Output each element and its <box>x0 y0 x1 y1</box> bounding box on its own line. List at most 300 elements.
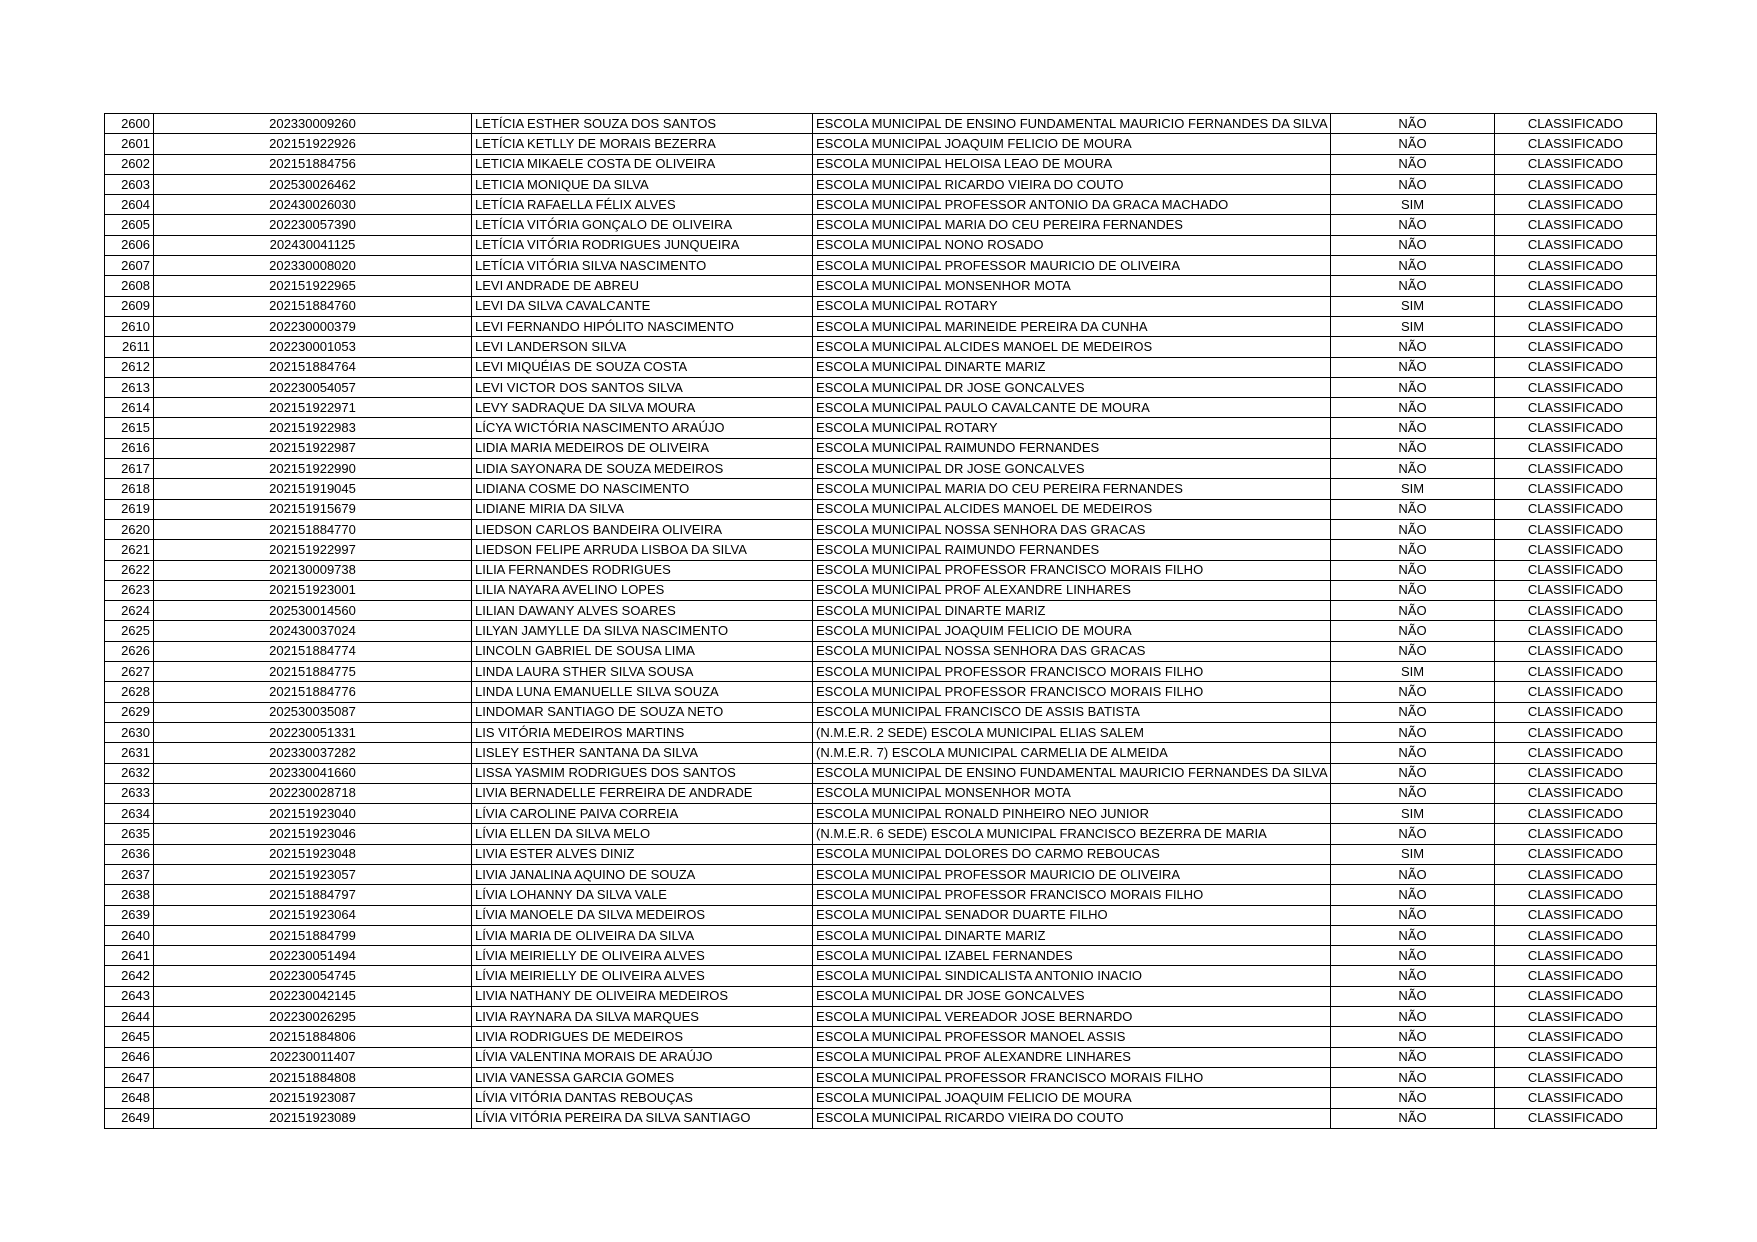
school-name-cell: ESCOLA MUNICIPAL PAULO CAVALCANTE DE MOURA <box>813 398 1331 418</box>
status-cell: CLASSIFICADO <box>1495 1067 1657 1087</box>
special-needs-flag-cell: NÃO <box>1331 154 1495 174</box>
registration-number-cell: 202530035087 <box>154 702 472 722</box>
special-needs-flag-cell: NÃO <box>1331 986 1495 1006</box>
school-name-cell: ESCOLA MUNICIPAL PROFESSOR MAURICIO DE OLIVEIRA <box>813 256 1331 276</box>
registration-number-cell: 202330041660 <box>154 763 472 783</box>
table-row <box>105 134 1657 154</box>
special-needs-flag-cell: NÃO <box>1331 1027 1495 1047</box>
registration-number-cell: 202151884756 <box>154 154 472 174</box>
school-name-cell: ESCOLA MUNICIPAL DR JOSE GONCALVES <box>813 459 1331 479</box>
row-number-cell: 2621 <box>105 540 154 560</box>
row-number-cell: 2610 <box>105 316 154 336</box>
row-number-cell: 2609 <box>105 296 154 316</box>
school-name-cell: ESCOLA MUNICIPAL NOSSA SENHORA DAS GRACAS <box>813 519 1331 539</box>
registration-number-cell: 202151922997 <box>154 540 472 560</box>
special-needs-flag-cell: NÃO <box>1331 682 1495 702</box>
special-needs-flag-cell: NÃO <box>1331 519 1495 539</box>
table-row <box>105 235 1657 255</box>
table-row <box>105 296 1657 316</box>
row-number-cell: 2605 <box>105 215 154 235</box>
special-needs-flag-cell: NÃO <box>1331 357 1495 377</box>
row-number-cell: 2646 <box>105 1047 154 1067</box>
status-cell: CLASSIFICADO <box>1495 398 1657 418</box>
table-row <box>105 1067 1657 1087</box>
row-number-cell: 2643 <box>105 986 154 1006</box>
school-name-cell: ESCOLA MUNICIPAL JOAQUIM FELICIO DE MOURA <box>813 134 1331 154</box>
candidate-name-cell: LIDIANE MIRIA DA SILVA <box>472 499 813 519</box>
registration-number-cell: 202151884808 <box>154 1067 472 1087</box>
registration-number-cell: 202130009738 <box>154 560 472 580</box>
registration-number-cell: 202151884764 <box>154 357 472 377</box>
registration-number-cell: 202151884774 <box>154 641 472 661</box>
row-number-cell: 2626 <box>105 641 154 661</box>
school-name-cell: ESCOLA MUNICIPAL ALCIDES MANOEL DE MEDEIROS <box>813 337 1331 357</box>
status-cell: CLASSIFICADO <box>1495 337 1657 357</box>
school-name-cell: ESCOLA MUNICIPAL HELOISA LEAO DE MOURA <box>813 154 1331 174</box>
registration-number-cell: 202430026030 <box>154 195 472 215</box>
table-row <box>105 337 1657 357</box>
special-needs-flag-cell: SIM <box>1331 479 1495 499</box>
school-name-cell: ESCOLA MUNICIPAL ROTARY <box>813 296 1331 316</box>
special-needs-flag-cell: NÃO <box>1331 1067 1495 1087</box>
candidate-name-cell: LETÍCIA RAFAELLA FÉLIX ALVES <box>472 195 813 215</box>
special-needs-flag-cell: NÃO <box>1331 864 1495 884</box>
special-needs-flag-cell: NÃO <box>1331 377 1495 397</box>
row-number-cell: 2603 <box>105 174 154 194</box>
table-row <box>105 641 1657 661</box>
row-number-cell: 2617 <box>105 459 154 479</box>
status-cell: CLASSIFICADO <box>1495 459 1657 479</box>
registration-number-cell: 202230051494 <box>154 946 472 966</box>
school-name-cell: ESCOLA MUNICIPAL FRANCISCO DE ASSIS BATISTA <box>813 702 1331 722</box>
candidate-name-cell: LETÍCIA VITÓRIA SILVA NASCIMENTO <box>472 256 813 276</box>
registration-number-cell: 202151922971 <box>154 398 472 418</box>
special-needs-flag-cell: NÃO <box>1331 418 1495 438</box>
table-row <box>105 1027 1657 1047</box>
row-number-cell: 2644 <box>105 1007 154 1027</box>
candidate-name-cell: LIDIA SAYONARA DE SOUZA MEDEIROS <box>472 459 813 479</box>
special-needs-flag-cell: NÃO <box>1331 1108 1495 1128</box>
table-row <box>105 763 1657 783</box>
special-needs-flag-cell: NÃO <box>1331 560 1495 580</box>
status-cell: CLASSIFICADO <box>1495 621 1657 641</box>
special-needs-flag-cell: NÃO <box>1331 1007 1495 1027</box>
candidate-name-cell: LIVIA NATHANY DE OLIVEIRA MEDEIROS <box>472 986 813 1006</box>
row-number-cell: 2629 <box>105 702 154 722</box>
table-row <box>105 601 1657 621</box>
row-number-cell: 2601 <box>105 134 154 154</box>
row-number-cell: 2606 <box>105 235 154 255</box>
school-name-cell: ESCOLA MUNICIPAL DE ENSINO FUNDAMENTAL MAURICIO FERNANDES DA SILVA <box>813 763 1331 783</box>
table-row <box>105 844 1657 864</box>
special-needs-flag-cell: NÃO <box>1331 540 1495 560</box>
status-cell: CLASSIFICADO <box>1495 438 1657 458</box>
candidate-name-cell: LÍVIA MEIRIELLY DE OLIVEIRA ALVES <box>472 946 813 966</box>
row-number-cell: 2649 <box>105 1108 154 1128</box>
table-row <box>105 986 1657 1006</box>
special-needs-flag-cell: NÃO <box>1331 824 1495 844</box>
special-needs-flag-cell: NÃO <box>1331 641 1495 661</box>
candidate-name-cell: LEVI DA SILVA CAVALCANTE <box>472 296 813 316</box>
row-number-cell: 2604 <box>105 195 154 215</box>
special-needs-flag-cell: NÃO <box>1331 438 1495 458</box>
candidate-name-cell: LILYAN JAMYLLE DA SILVA NASCIMENTO <box>472 621 813 641</box>
status-cell: CLASSIFICADO <box>1495 276 1657 296</box>
table-row <box>105 398 1657 418</box>
registration-number-cell: 202230001053 <box>154 337 472 357</box>
candidate-name-cell: LINCOLN GABRIEL DE SOUSA LIMA <box>472 641 813 661</box>
registration-number-cell: 202151923087 <box>154 1088 472 1108</box>
candidate-name-cell: LINDOMAR SANTIAGO DE SOUZA NETO <box>472 702 813 722</box>
school-name-cell: ESCOLA MUNICIPAL PROF ALEXANDRE LINHARES <box>813 1047 1331 1067</box>
table-row <box>105 1007 1657 1027</box>
candidate-name-cell: LIS VITÓRIA MEDEIROS MARTINS <box>472 722 813 742</box>
status-cell: CLASSIFICADO <box>1495 256 1657 276</box>
special-needs-flag-cell: NÃO <box>1331 134 1495 154</box>
registration-number-cell: 202430041125 <box>154 235 472 255</box>
table-body <box>105 114 1657 1129</box>
school-name-cell: ESCOLA MUNICIPAL DINARTE MARIZ <box>813 925 1331 945</box>
candidate-name-cell: LÍCYA WICTÓRIA NASCIMENTO ARAÚJO <box>472 418 813 438</box>
registration-number-cell: 202151923089 <box>154 1108 472 1128</box>
status-cell: CLASSIFICADO <box>1495 804 1657 824</box>
registration-number-cell: 202530014560 <box>154 601 472 621</box>
row-number-cell: 2614 <box>105 398 154 418</box>
row-number-cell: 2628 <box>105 682 154 702</box>
candidate-name-cell: LIVIA BERNADELLE FERREIRA DE ANDRADE <box>472 783 813 803</box>
status-cell: CLASSIFICADO <box>1495 540 1657 560</box>
candidate-name-cell: LIVIA VANESSA GARCIA GOMES <box>472 1067 813 1087</box>
special-needs-flag-cell: NÃO <box>1331 702 1495 722</box>
candidate-name-cell: LÍVIA VITÓRIA PEREIRA DA SILVA SANTIAGO <box>472 1108 813 1128</box>
row-number-cell: 2635 <box>105 824 154 844</box>
special-needs-flag-cell: SIM <box>1331 195 1495 215</box>
registration-number-cell: 202151922983 <box>154 418 472 438</box>
status-cell: CLASSIFICADO <box>1495 743 1657 763</box>
table-row <box>105 1047 1657 1067</box>
table-row <box>105 864 1657 884</box>
status-cell: CLASSIFICADO <box>1495 783 1657 803</box>
table-row <box>105 276 1657 296</box>
registration-number-cell: 202151922990 <box>154 459 472 479</box>
table-row <box>105 580 1657 600</box>
table-row <box>105 824 1657 844</box>
table-row <box>105 459 1657 479</box>
candidate-name-cell: LÍVIA VITÓRIA DANTAS REBOUÇAS <box>472 1088 813 1108</box>
row-number-cell: 2616 <box>105 438 154 458</box>
registration-number-cell: 202151923001 <box>154 580 472 600</box>
status-cell: CLASSIFICADO <box>1495 601 1657 621</box>
candidate-name-cell: LEVI MIQUÉIAS DE SOUZA COSTA <box>472 357 813 377</box>
status-cell: CLASSIFICADO <box>1495 722 1657 742</box>
status-cell: CLASSIFICADO <box>1495 215 1657 235</box>
school-name-cell: ESCOLA MUNICIPAL NOSSA SENHORA DAS GRACAS <box>813 641 1331 661</box>
school-name-cell: ESCOLA MUNICIPAL MONSENHOR MOTA <box>813 783 1331 803</box>
school-name-cell: (N.M.E.R. 7) ESCOLA MUNICIPAL CARMELIA DE ALMEIDA <box>813 743 1331 763</box>
status-cell: CLASSIFICADO <box>1495 377 1657 397</box>
candidate-name-cell: LETÍCIA ESTHER SOUZA DOS SANTOS <box>472 114 813 134</box>
row-number-cell: 2638 <box>105 885 154 905</box>
school-name-cell: ESCOLA MUNICIPAL DR JOSE GONCALVES <box>813 377 1331 397</box>
special-needs-flag-cell: SIM <box>1331 804 1495 824</box>
special-needs-flag-cell: NÃO <box>1331 499 1495 519</box>
special-needs-flag-cell: NÃO <box>1331 885 1495 905</box>
row-number-cell: 2648 <box>105 1088 154 1108</box>
registration-number-cell: 202151915679 <box>154 499 472 519</box>
school-name-cell: ESCOLA MUNICIPAL DINARTE MARIZ <box>813 601 1331 621</box>
special-needs-flag-cell: NÃO <box>1331 783 1495 803</box>
school-name-cell: ESCOLA MUNICIPAL SINDICALISTA ANTONIO INACIO <box>813 966 1331 986</box>
candidate-name-cell: LIEDSON CARLOS BANDEIRA OLIVEIRA <box>472 519 813 539</box>
registration-number-cell: 202230051331 <box>154 722 472 742</box>
row-number-cell: 2619 <box>105 499 154 519</box>
status-cell: CLASSIFICADO <box>1495 1047 1657 1067</box>
special-needs-flag-cell: NÃO <box>1331 722 1495 742</box>
status-cell: CLASSIFICADO <box>1495 357 1657 377</box>
row-number-cell: 2607 <box>105 256 154 276</box>
row-number-cell: 2625 <box>105 621 154 641</box>
school-name-cell: (N.M.E.R. 6 SEDE) ESCOLA MUNICIPAL FRANCISCO BEZERRA DE MARIA <box>813 824 1331 844</box>
registration-number-cell: 202151922987 <box>154 438 472 458</box>
school-name-cell: ESCOLA MUNICIPAL JOAQUIM FELICIO DE MOURA <box>813 1088 1331 1108</box>
special-needs-flag-cell: SIM <box>1331 316 1495 336</box>
registration-number-cell: 202230042145 <box>154 986 472 1006</box>
row-number-cell: 2640 <box>105 925 154 945</box>
status-cell: CLASSIFICADO <box>1495 1027 1657 1047</box>
special-needs-flag-cell: NÃO <box>1331 1047 1495 1067</box>
candidate-name-cell: LETICIA MONIQUE DA SILVA <box>472 174 813 194</box>
table-row <box>105 377 1657 397</box>
special-needs-flag-cell: NÃO <box>1331 398 1495 418</box>
status-cell: CLASSIFICADO <box>1495 296 1657 316</box>
special-needs-flag-cell: NÃO <box>1331 621 1495 641</box>
school-name-cell: ESCOLA MUNICIPAL DE ENSINO FUNDAMENTAL MAURICIO FERNANDES DA SILVA <box>813 114 1331 134</box>
table-row <box>105 438 1657 458</box>
registration-number-cell: 202151923064 <box>154 905 472 925</box>
status-cell: CLASSIFICADO <box>1495 925 1657 945</box>
special-needs-flag-cell: SIM <box>1331 296 1495 316</box>
table-row <box>105 966 1657 986</box>
row-number-cell: 2615 <box>105 418 154 438</box>
special-needs-flag-cell: NÃO <box>1331 601 1495 621</box>
row-number-cell: 2630 <box>105 722 154 742</box>
candidate-name-cell: LÍVIA MEIRIELLY DE OLIVEIRA ALVES <box>472 966 813 986</box>
status-cell: CLASSIFICADO <box>1495 966 1657 986</box>
status-cell: CLASSIFICADO <box>1495 479 1657 499</box>
special-needs-flag-cell: NÃO <box>1331 763 1495 783</box>
status-cell: CLASSIFICADO <box>1495 580 1657 600</box>
row-number-cell: 2634 <box>105 804 154 824</box>
candidate-name-cell: LETÍCIA KETLLY DE MORAIS BEZERRA <box>472 134 813 154</box>
registration-number-cell: 202330037282 <box>154 743 472 763</box>
registration-number-cell: 202230057390 <box>154 215 472 235</box>
table-row <box>105 174 1657 194</box>
table-row <box>105 519 1657 539</box>
row-number-cell: 2608 <box>105 276 154 296</box>
row-number-cell: 2642 <box>105 966 154 986</box>
table-row <box>105 925 1657 945</box>
candidate-name-cell: LILIA FERNANDES RODRIGUES <box>472 560 813 580</box>
registration-number-cell: 202230054745 <box>154 966 472 986</box>
registration-number-cell: 202151884775 <box>154 662 472 682</box>
candidate-name-cell: LIDIA MARIA MEDEIROS DE OLIVEIRA <box>472 438 813 458</box>
school-name-cell: ESCOLA MUNICIPAL IZABEL FERNANDES <box>813 946 1331 966</box>
school-name-cell: ESCOLA MUNICIPAL PROF ALEXANDRE LINHARES <box>813 580 1331 600</box>
registration-number-cell: 202230026295 <box>154 1007 472 1027</box>
registration-number-cell: 202151884806 <box>154 1027 472 1047</box>
special-needs-flag-cell: NÃO <box>1331 174 1495 194</box>
row-number-cell: 2627 <box>105 662 154 682</box>
table-row <box>105 195 1657 215</box>
school-name-cell: ESCOLA MUNICIPAL JOAQUIM FELICIO DE MOURA <box>813 621 1331 641</box>
status-cell: CLASSIFICADO <box>1495 885 1657 905</box>
school-name-cell: ESCOLA MUNICIPAL RICARDO VIEIRA DO COUTO <box>813 174 1331 194</box>
candidate-name-cell: LIDIANA COSME DO NASCIMENTO <box>472 479 813 499</box>
table-row <box>105 479 1657 499</box>
row-number-cell: 2637 <box>105 864 154 884</box>
school-name-cell: ESCOLA MUNICIPAL PROFESSOR ANTONIO DA GRACA MACHADO <box>813 195 1331 215</box>
candidate-name-cell: LIVIA JANALINA AQUINO DE SOUZA <box>472 864 813 884</box>
row-number-cell: 2622 <box>105 560 154 580</box>
status-cell: CLASSIFICADO <box>1495 519 1657 539</box>
row-number-cell: 2602 <box>105 154 154 174</box>
status-cell: CLASSIFICADO <box>1495 1007 1657 1027</box>
status-cell: CLASSIFICADO <box>1495 154 1657 174</box>
table-row <box>105 154 1657 174</box>
status-cell: CLASSIFICADO <box>1495 946 1657 966</box>
registration-number-cell: 202151923048 <box>154 844 472 864</box>
table-row <box>105 722 1657 742</box>
candidate-name-cell: LÍVIA VALENTINA MORAIS DE ARAÚJO <box>472 1047 813 1067</box>
row-number-cell: 2612 <box>105 357 154 377</box>
registration-number-cell: 202230054057 <box>154 377 472 397</box>
table-row <box>105 662 1657 682</box>
candidate-name-cell: LIEDSON FELIPE ARRUDA LISBOA DA SILVA <box>472 540 813 560</box>
special-needs-flag-cell: SIM <box>1331 662 1495 682</box>
status-cell: CLASSIFICADO <box>1495 824 1657 844</box>
registration-number-cell: 202151884776 <box>154 682 472 702</box>
table-row <box>105 215 1657 235</box>
table-row <box>105 418 1657 438</box>
registration-number-cell: 202151884799 <box>154 925 472 945</box>
candidate-name-cell: LILIAN DAWANY ALVES SOARES <box>472 601 813 621</box>
row-number-cell: 2641 <box>105 946 154 966</box>
school-name-cell: ESCOLA MUNICIPAL PROFESSOR FRANCISCO MORAIS FILHO <box>813 560 1331 580</box>
special-needs-flag-cell: NÃO <box>1331 580 1495 600</box>
registration-number-cell: 202151923046 <box>154 824 472 844</box>
row-number-cell: 2647 <box>105 1067 154 1087</box>
special-needs-flag-cell: NÃO <box>1331 337 1495 357</box>
special-needs-flag-cell: NÃO <box>1331 946 1495 966</box>
school-name-cell: ESCOLA MUNICIPAL MARIA DO CEU PEREIRA FERNANDES <box>813 479 1331 499</box>
school-name-cell: ESCOLA MUNICIPAL NONO ROSADO <box>813 235 1331 255</box>
candidate-name-cell: LEVI FERNANDO HIPÓLITO NASCIMENTO <box>472 316 813 336</box>
table-row <box>105 783 1657 803</box>
school-name-cell: ESCOLA MUNICIPAL DINARTE MARIZ <box>813 357 1331 377</box>
status-cell: CLASSIFICADO <box>1495 1108 1657 1128</box>
status-cell: CLASSIFICADO <box>1495 560 1657 580</box>
row-number-cell: 2620 <box>105 519 154 539</box>
special-needs-flag-cell: NÃO <box>1331 1088 1495 1108</box>
status-cell: CLASSIFICADO <box>1495 316 1657 336</box>
status-cell: CLASSIFICADO <box>1495 662 1657 682</box>
school-name-cell: ESCOLA MUNICIPAL PROFESSOR FRANCISCO MORAIS FILHO <box>813 885 1331 905</box>
table-row <box>105 804 1657 824</box>
school-name-cell: ESCOLA MUNICIPAL MONSENHOR MOTA <box>813 276 1331 296</box>
registration-number-cell: 202230011407 <box>154 1047 472 1067</box>
row-number-cell: 2611 <box>105 337 154 357</box>
registration-number-cell: 202330009260 <box>154 114 472 134</box>
candidate-name-cell: LEVI LANDERSON SILVA <box>472 337 813 357</box>
status-cell: CLASSIFICADO <box>1495 864 1657 884</box>
registration-number-cell: 202151922926 <box>154 134 472 154</box>
candidate-name-cell: LÍVIA CAROLINE PAIVA CORREIA <box>472 804 813 824</box>
row-number-cell: 2639 <box>105 905 154 925</box>
special-needs-flag-cell: NÃO <box>1331 114 1495 134</box>
candidate-name-cell: LEVY SADRAQUE DA SILVA MOURA <box>472 398 813 418</box>
table-row <box>105 560 1657 580</box>
table-row <box>105 743 1657 763</box>
status-cell: CLASSIFICADO <box>1495 702 1657 722</box>
candidate-name-cell: LINDA LUNA EMANUELLE SILVA SOUZA <box>472 682 813 702</box>
school-name-cell: ESCOLA MUNICIPAL RICARDO VIEIRA DO COUTO <box>813 1108 1331 1128</box>
status-cell: CLASSIFICADO <box>1495 195 1657 215</box>
row-number-cell: 2613 <box>105 377 154 397</box>
registration-number-cell: 202151884797 <box>154 885 472 905</box>
table-row <box>105 682 1657 702</box>
school-name-cell: ESCOLA MUNICIPAL PROFESSOR MAURICIO DE OLIVEIRA <box>813 864 1331 884</box>
status-cell: CLASSIFICADO <box>1495 134 1657 154</box>
table-row <box>105 702 1657 722</box>
candidate-name-cell: LIVIA ESTER ALVES DINIZ <box>472 844 813 864</box>
row-number-cell: 2636 <box>105 844 154 864</box>
special-needs-flag-cell: NÃO <box>1331 459 1495 479</box>
classification-table <box>104 113 1657 1129</box>
candidate-name-cell: LEVI ANDRADE DE ABREU <box>472 276 813 296</box>
candidate-name-cell: LETICIA MIKAELE COSTA DE OLIVEIRA <box>472 154 813 174</box>
school-name-cell: ESCOLA MUNICIPAL RAIMUNDO FERNANDES <box>813 540 1331 560</box>
special-needs-flag-cell: NÃO <box>1331 256 1495 276</box>
school-name-cell: (N.M.E.R. 2 SEDE) ESCOLA MUNICIPAL ELIAS SALEM <box>813 722 1331 742</box>
candidate-name-cell: LÍVIA MARIA DE OLIVEIRA DA SILVA <box>472 925 813 945</box>
registration-number-cell: 202151923040 <box>154 804 472 824</box>
special-needs-flag-cell: SIM <box>1331 844 1495 864</box>
candidate-name-cell: LÍVIA LOHANNY DA SILVA VALE <box>472 885 813 905</box>
document-page <box>104 113 1657 1129</box>
status-cell: CLASSIFICADO <box>1495 986 1657 1006</box>
status-cell: CLASSIFICADO <box>1495 641 1657 661</box>
special-needs-flag-cell: NÃO <box>1331 905 1495 925</box>
special-needs-flag-cell: NÃO <box>1331 925 1495 945</box>
registration-number-cell: 202330008020 <box>154 256 472 276</box>
registration-number-cell: 202151884760 <box>154 296 472 316</box>
school-name-cell: ESCOLA MUNICIPAL DR JOSE GONCALVES <box>813 986 1331 1006</box>
row-number-cell: 2623 <box>105 580 154 600</box>
school-name-cell: ESCOLA MUNICIPAL ROTARY <box>813 418 1331 438</box>
candidate-name-cell: LETÍCIA VITÓRIA RODRIGUES JUNQUEIRA <box>472 235 813 255</box>
registration-number-cell: 202151922965 <box>154 276 472 296</box>
table-row <box>105 621 1657 641</box>
status-cell: CLASSIFICADO <box>1495 235 1657 255</box>
table-row <box>105 499 1657 519</box>
table-row <box>105 1088 1657 1108</box>
row-number-cell: 2600 <box>105 114 154 134</box>
status-cell: CLASSIFICADO <box>1495 1088 1657 1108</box>
registration-number-cell: 202230000379 <box>154 316 472 336</box>
candidate-name-cell: LIVIA RAYNARA DA SILVA MARQUES <box>472 1007 813 1027</box>
status-cell: CLASSIFICADO <box>1495 844 1657 864</box>
candidate-name-cell: LÍVIA MANOELE DA SILVA MEDEIROS <box>472 905 813 925</box>
